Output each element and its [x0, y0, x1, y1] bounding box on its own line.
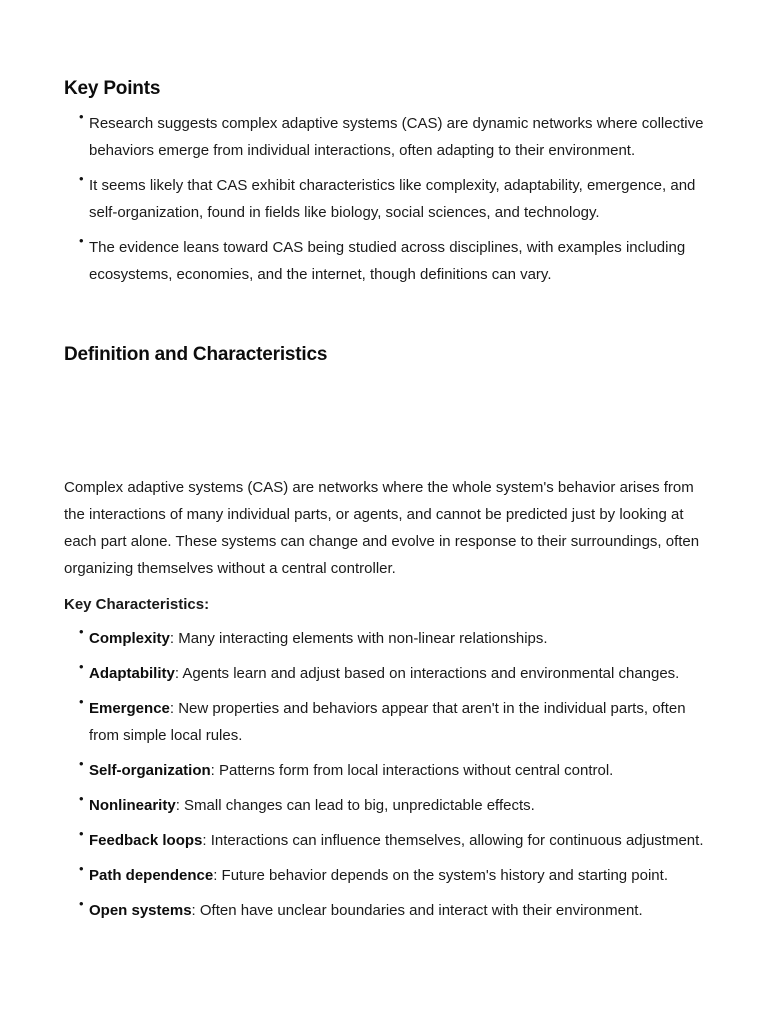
bullet-icon: • — [79, 171, 84, 186]
list-item — [64, 862, 714, 889]
list-item — [64, 660, 714, 687]
term: Self-organization — [89, 762, 211, 779]
term: Complexity — [89, 630, 170, 647]
list-item — [64, 625, 714, 652]
list-item-text: Research suggests complex adaptive systems (CAS) are dynamic networks where collective behaviors emerge from individual interactions, often adapting to their environment. — [89, 115, 704, 159]
list-item — [64, 897, 714, 924]
bullet-icon: • — [79, 896, 84, 911]
term-description: : Many interacting elements with non-linear relationships. — [169, 630, 548, 647]
list-item — [64, 792, 714, 819]
term: Emergence — [89, 700, 170, 717]
bullet-icon: • — [79, 624, 84, 639]
bullet-icon: • — [79, 861, 84, 876]
heading-key-points: Key Points — [64, 78, 161, 99]
term-description: : Interactions can influence themselves, allowing for continuous adjustment. — [202, 832, 704, 849]
list-item — [64, 757, 714, 784]
term: Feedback loops — [89, 832, 203, 849]
heading-definition: Definition and Characteristics — [64, 344, 328, 365]
term: Open systems — [89, 902, 192, 919]
bullet-icon: • — [79, 791, 84, 806]
bullet-icon: • — [79, 109, 84, 124]
term-description: : Future behavior depends on the system's history and starting point. — [213, 867, 668, 884]
list-item — [64, 110, 714, 164]
bullet-icon: • — [79, 694, 84, 709]
term-description: : Agents learn and adjust based on interactions and environmental changes. — [174, 665, 680, 682]
term-description: : New properties and behaviors appear that aren't in the individual parts, often from simple local rules. — [89, 700, 686, 744]
key-points-list — [64, 110, 714, 296]
key-characteristics-label: Key Characteristics: — [64, 596, 210, 613]
term-description: : Small changes can lead to big, unpredictable effects. — [175, 797, 535, 814]
list-item — [64, 172, 714, 226]
bullet-icon: • — [79, 826, 84, 841]
bullet-icon: • — [79, 756, 84, 771]
list-item-text: It seems likely that CAS exhibit characteristics like complexity, adaptability, emergence, and self-organization, found in fields like biology, social sciences, and technology. — [89, 177, 696, 221]
term-description: : Patterns form from local interactions without central control. — [210, 762, 614, 779]
bullet-icon: • — [79, 659, 84, 674]
list-item-text: The evidence leans toward CAS being studied across disciplines, with examples including ecosystems, economies, and the internet, though definitions can vary. — [89, 239, 686, 283]
list-item — [64, 234, 714, 288]
term: Path dependence — [89, 867, 214, 884]
term: Adaptability — [89, 665, 175, 682]
bullet-icon: • — [79, 233, 84, 248]
characteristics-list — [64, 625, 714, 932]
definition-paragraph: Complex adaptive systems (CAS) are networks where the whole system's behavior arises from the interactions of many individual parts, or agents, and cannot be predicted just by looking at each part alone. These systems can change and evolve in response to their surroundings, often organizing themselves without a central controller. — [64, 479, 700, 577]
term: Nonlinearity — [89, 797, 176, 814]
list-item — [64, 695, 714, 749]
list-item — [64, 827, 714, 854]
term-description: : Often have unclear boundaries and interact with their environment. — [191, 902, 643, 919]
